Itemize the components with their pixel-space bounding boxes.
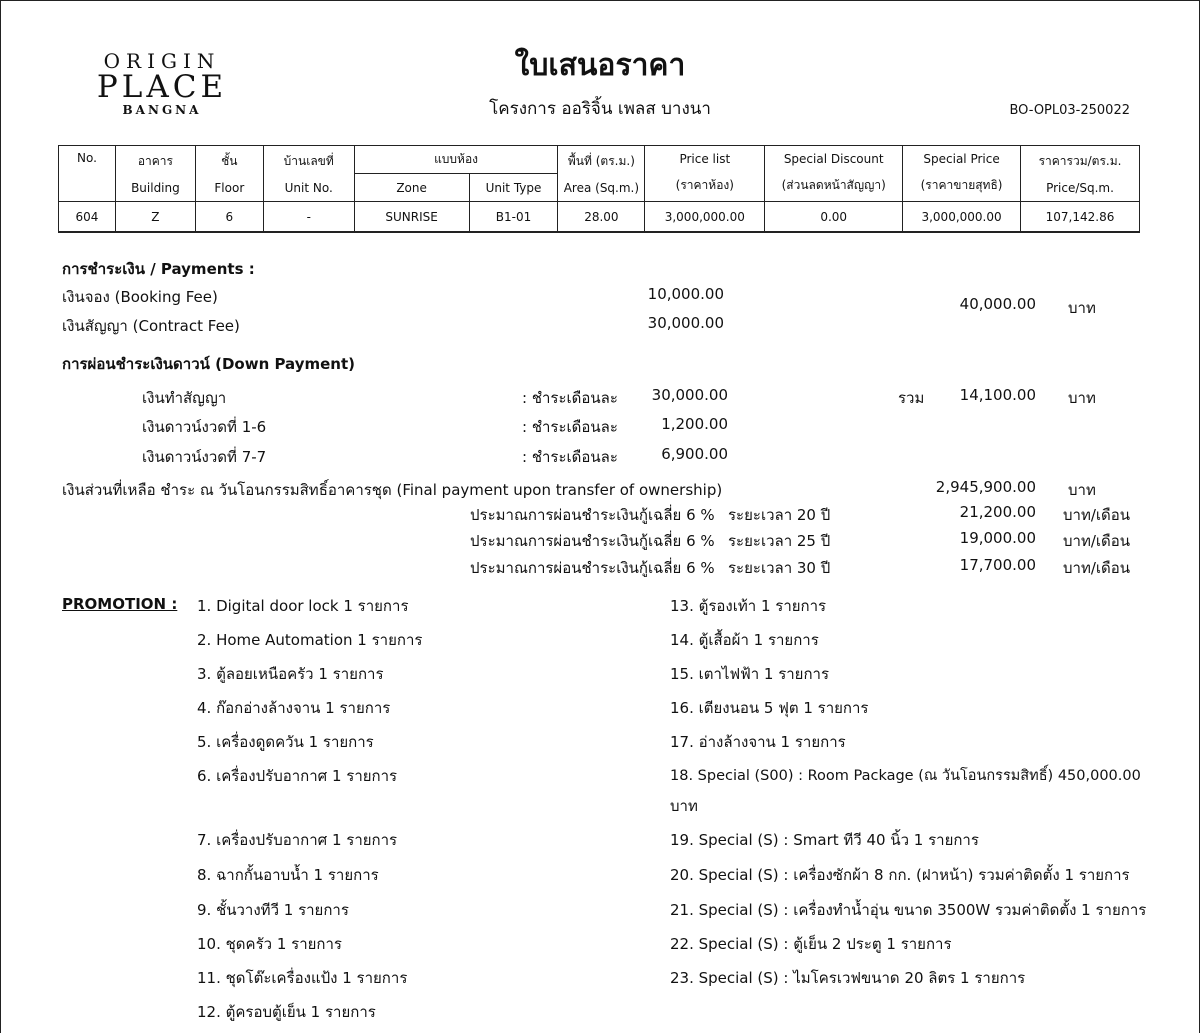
final-payment-value: 2,945,900.00 [935,478,1036,496]
promo-item-1: 1. Digital door lock 1 รายการ [197,597,409,615]
booking-fee-value: 10,000.00 [647,285,724,303]
loan-20-value: 21,200.00 [959,503,1036,521]
down-row-3-label: เงินดาวน์งวดที่ 7-7 [142,448,267,466]
cell-no: 604 [59,202,116,233]
cell-discount: 0.00 [765,202,903,233]
loan-25-term: ระยะเวลา 25 ปี [728,532,831,550]
header-room-type: แบบห้อง [354,146,558,174]
cell-unit-no: - [263,202,354,233]
booking-fee-label: เงินจอง (Booking Fee) [62,288,218,306]
promo-item-6: 6. เครื่องปรับอากาศ 1 รายการ [197,767,398,785]
loan-30-value: 17,700.00 [959,556,1036,574]
project-name: โครงการ ออริจิ้น เพลส บางนา [489,99,711,119]
down-row-1-label: เงินทำสัญญา [142,389,227,407]
contract-fee-value: 30,000.00 [647,314,724,332]
logo-line-3: BANGNA [122,103,202,117]
promo-item-17: 17. อ่างล้างจาน 1 รายการ [670,733,846,751]
loan-30-label: ประมาณการผ่อนชำระเงินกู้เฉลี่ย 6 % [470,559,715,577]
promo-item-2: 2. Home Automation 1 รายการ [197,631,423,649]
down-row-3-monthly: : ชำระเดือนละ [522,448,618,466]
promo-item-3: 3. ตู้ลอยเหนือครัว 1 รายการ [197,665,384,683]
down-row-1-monthly: : ชำระเดือนละ [522,389,618,407]
payments-unit: บาท [1068,299,1096,317]
payments-total: 40,000.00 [959,295,1036,313]
loan-30-term: ระยะเวลา 30 ปี [728,559,831,577]
cell-unit-type: B1-01 [469,202,558,233]
loan-25-value: 19,000.00 [959,529,1036,547]
cell-area: 28.00 [558,202,645,233]
down-row-2-value: 1,200.00 [661,415,728,433]
cell-special-price: 3,000,000.00 [903,202,1021,233]
header-no: No. [59,146,116,202]
promo-item-5: 5. เครื่องดูดควัน 1 รายการ [197,733,374,751]
cell-zone: SUNRISE [354,202,469,233]
down-sum-value: 14,100.00 [959,386,1036,404]
cell-building: Z [115,202,195,233]
header-floor: ชั้น Floor [195,146,263,202]
loan-20-unit: บาท/เดือน [1063,506,1131,524]
contract-fee-label: เงินสัญญา (Contract Fee) [62,317,240,335]
final-payment-label: เงินส่วนที่เหลือ ชำระ ณ วันโอนกรรมสิทธิ์อาคารชุด (Final payment upon transfer of ownership) [62,481,723,499]
logo-line-1: ORIGIN [103,49,221,73]
promo-item-20: 20. Special (S) : เครื่องซักผ้า 8 กก. (ฝาหน้า) รวมค่าติดตั้ง 1 รายการ [670,866,1130,884]
promo-item-16: 16. เตียงนอน 5 ฟุต 1 รายการ [670,699,869,717]
down-row-2-label: เงินดาวน์งวดที่ 1-6 [142,418,267,436]
promo-item-13: 13. ตู้รองเท้า 1 รายการ [670,597,827,615]
down-row-1-value: 30,000.00 [651,386,728,404]
promo-item-8: 8. ฉากกั้นอาบน้ำ 1 รายการ [197,866,379,884]
header-row-1 [59,146,1140,174]
table-row [59,202,1140,233]
header-special-discount: Special Discount (ส่วนลดหน้าสัญญา) [765,146,903,202]
final-payment-unit: บาท [1068,481,1096,499]
promo-item-15: 15. เตาไฟฟ้า 1 รายการ [670,665,830,683]
promo-item-12: 12. ตู้ครอบตู้เย็น 1 รายการ [197,1003,376,1021]
promo-item-22: 22. Special (S) : ตู้เย็น 2 ประตู 1 รายการ [670,935,952,953]
loan-30-unit: บาท/เดือน [1063,559,1131,577]
unit-table [58,145,1140,233]
promo-item-18: 18. Special (S00) : Room Package (ณ วันโอนกรรมสิทธิ์) 450,000.00 [670,768,1141,784]
promo-item-4: 4. ก๊อกอ่างล้างจาน 1 รายการ [197,699,391,717]
promo-item-23: 23. Special (S) : ไมโครเวฟขนาด 20 ลิตร 1 รายการ [670,969,1026,987]
promo-item-18-unit: บาท [670,797,698,815]
down-row-3-value: 6,900.00 [661,445,728,463]
promo-item-10: 10. ชุดครัว 1 รายการ [197,935,342,953]
promo-item-9: 9. ชั้นวางทีวี 1 รายการ [197,901,349,919]
header-area: พื้นที่ (ตร.ม.) Area (Sq.m.) [558,146,645,202]
promo-item-14: 14. ตู้เสื้อผ้า 1 รายการ [670,631,819,649]
document-number: BO-OPL03-250022 [1009,103,1130,118]
loan-25-unit: บาท/เดือน [1063,532,1131,550]
promo-item-21: 21. Special (S) : เครื่องทำน้ำอุ่น ขนาด 3500W รวมค่าติดตั้ง 1 รายการ [670,901,1147,919]
loan-20-label: ประมาณการผ่อนชำระเงินกู้เฉลี่ย 6 % [470,506,715,524]
cell-price-list: 3,000,000.00 [645,202,765,233]
header-zone: Zone [354,174,469,202]
cell-price-per-sqm: 107,142.86 [1021,202,1140,233]
promo-item-11: 11. ชุดโต๊ะเครื่องแป้ง 1 รายการ [197,969,408,987]
down-payment-heading: การผ่อนชำระเงินดาวน์ (Down Payment) [62,355,356,373]
header-price-list: Price list (ราคาห้อง) [645,146,765,202]
document-title: ใบเสนอราคา [514,48,686,83]
header-unit-type: Unit Type [469,174,558,202]
cell-floor: 6 [195,202,263,233]
header-building: อาคาร Building [115,146,195,202]
header-price-per-sqm: ราคารวม/ตร.ม. Price/Sq.m. [1021,146,1140,202]
down-row-2-monthly: : ชำระเดือนละ [522,418,618,436]
loan-20-term: ระยะเวลา 20 ปี [728,506,831,524]
promo-item-19: 19. Special (S) : Smart ทีวี 40 นิ้ว 1 รายการ [670,831,979,849]
down-sum-unit: บาท [1068,389,1096,407]
promotion-heading: PROMOTION : [62,595,178,613]
down-sum-label: รวม [898,389,925,407]
logo-line-2: PLACE [96,69,228,105]
loan-25-label: ประมาณการผ่อนชำระเงินกู้เฉลี่ย 6 % [470,532,715,550]
promo-item-7: 7. เครื่องปรับอากาศ 1 รายการ [197,831,398,849]
header-special-price: Special Price (ราคาขายสุทธิ) [903,146,1021,202]
header-unit-no: บ้านเลขที่ Unit No. [263,146,354,202]
payments-heading: การชำระเงิน / Payments : [62,260,255,278]
